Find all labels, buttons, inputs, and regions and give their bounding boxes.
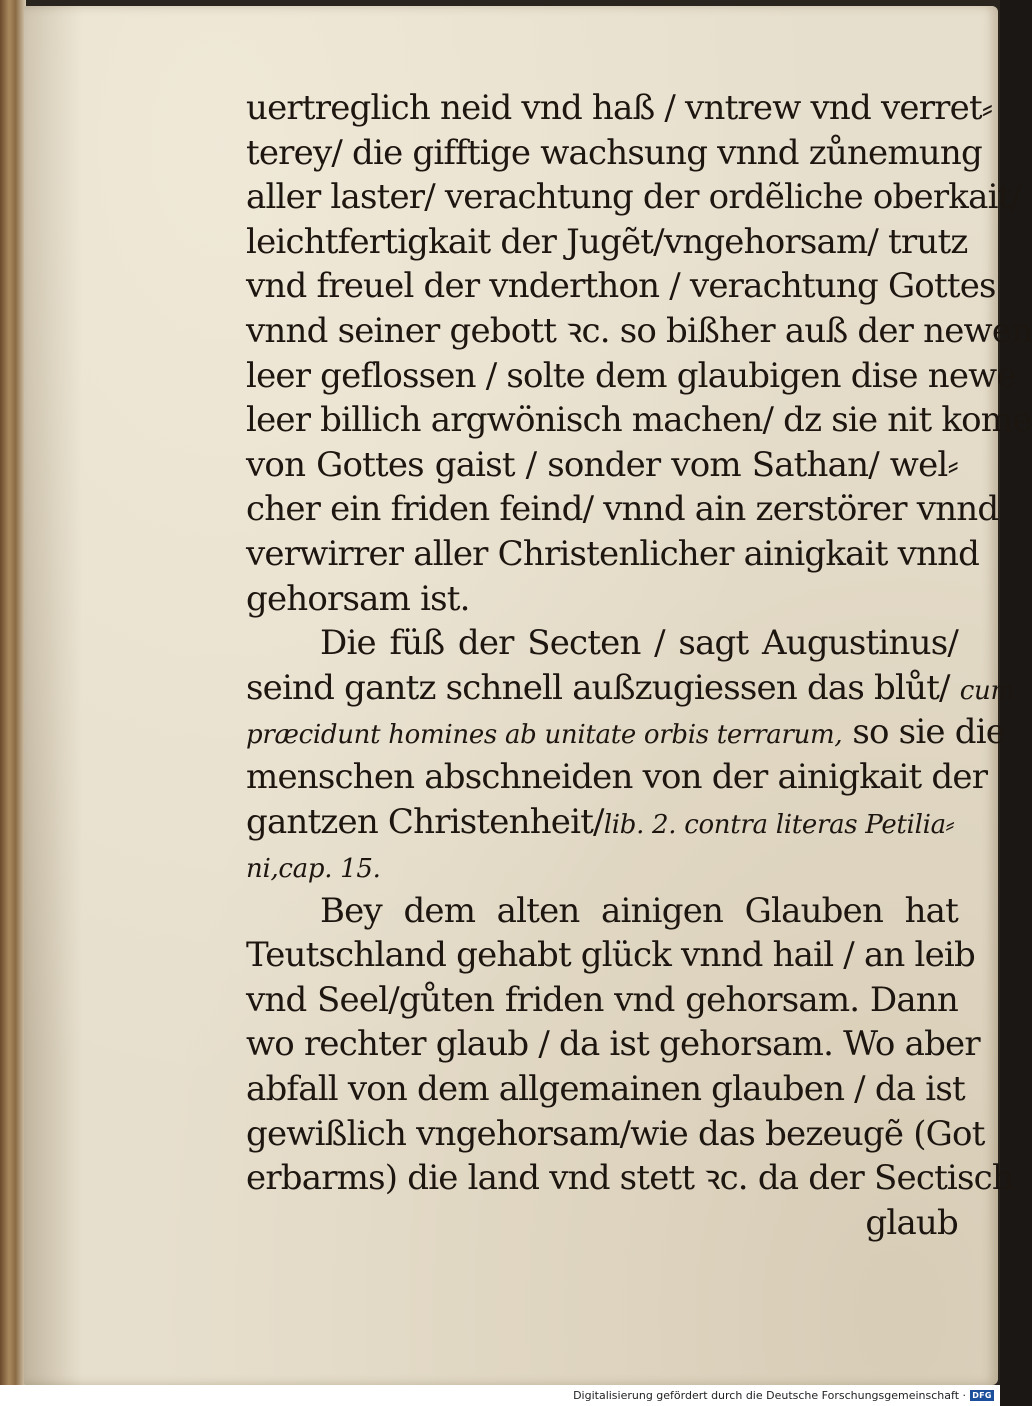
citation-continuation (246, 844, 958, 889)
paragraph-start-line: Bey dem alten ainigen Glauben hat (320, 890, 958, 931)
latin-quote-text: præcidunt homines ab unitate orbis terrarum, (246, 720, 843, 751)
text-fragment: seind gantz schnell außzugiessen das blůt/ (246, 667, 950, 708)
text-line: vnd Seel/gůten friden vnd gehorsam. Dann (246, 979, 958, 1020)
latin-quote-fragment: cum (959, 675, 1015, 706)
text-line: terey/ die gifftige wachsung vnnd zůnemung (246, 132, 982, 173)
text-line: gewißlich vngehorsam/wie das bezeugẽ (Got (246, 1113, 985, 1154)
citation-reference: lib. 2. contra literas Petilia⸗ (603, 809, 955, 840)
text-line: uertreglich neid vnd haß / vntrew vnd verret⸗ (246, 88, 993, 128)
text-line: leer geflossen / solte dem glaubigen dise newe (246, 355, 1016, 396)
text-line: erbarms) die land vnd stett ꝛc. da der Sectisch (246, 1158, 1013, 1199)
text-line: gehorsam ist. (246, 578, 470, 619)
catchword: glaub (865, 1202, 958, 1243)
text-line: abfall von dem allgemainen glauben / da ist (246, 1069, 965, 1110)
citation-reference-end: ni,cap. 15. (246, 854, 381, 885)
page-text-block (246, 86, 1032, 1245)
text-line: von Gottes gaist / sonder vom Sathan/ wel⸗ (246, 444, 958, 485)
funding-footer (0, 1385, 1000, 1406)
text-line: menschen abschneiden von der ainigkait der (246, 756, 988, 797)
text-line: vnnd seiner gebott ꝛc. so bißher auß der newen (246, 310, 1032, 351)
text-line: aller laster/ verachtung der ordẽliche oberkait/ (246, 177, 1022, 218)
text-fragment: so sie die (852, 712, 1006, 753)
latin-quote-line (246, 710, 1006, 755)
text-line: leichtfertigkait der Jugẽt/vngehorsam/ trutz (246, 221, 968, 262)
footer-credit-text: Digitalisierung gefördert durch die Deutsche Forschungsgemeinschaft · (573, 1389, 966, 1402)
text-line-with-reference (246, 800, 958, 845)
page-sheet (24, 6, 1032, 1385)
text-line: verwirrer aller Christenlicher ainigkait vnnd (246, 533, 980, 574)
paragraph-start-line: Die füß der Secten / sagt Augustinus/ (320, 623, 958, 664)
text-line: Teutschland gehabt glück vnnd hail / an leib (246, 935, 975, 976)
text-line: cher ein friden feind/ vnnd ain zerstörer vnnd (246, 489, 999, 530)
text-line: vnd freuel der vnderthon / verachtung Gottes (246, 266, 996, 307)
dfg-logo-icon: DFG (970, 1390, 994, 1401)
text-fragment: gantzen Christenheit/ (246, 801, 604, 842)
text-line: leer billich argwönisch machen/ dz sie nit kome (246, 400, 1032, 441)
text-line: wo rechter glaub / da ist gehorsam. Wo aber (246, 1024, 980, 1065)
text-line-with-latin (246, 666, 1015, 711)
book-binding-edge (0, 0, 26, 1385)
